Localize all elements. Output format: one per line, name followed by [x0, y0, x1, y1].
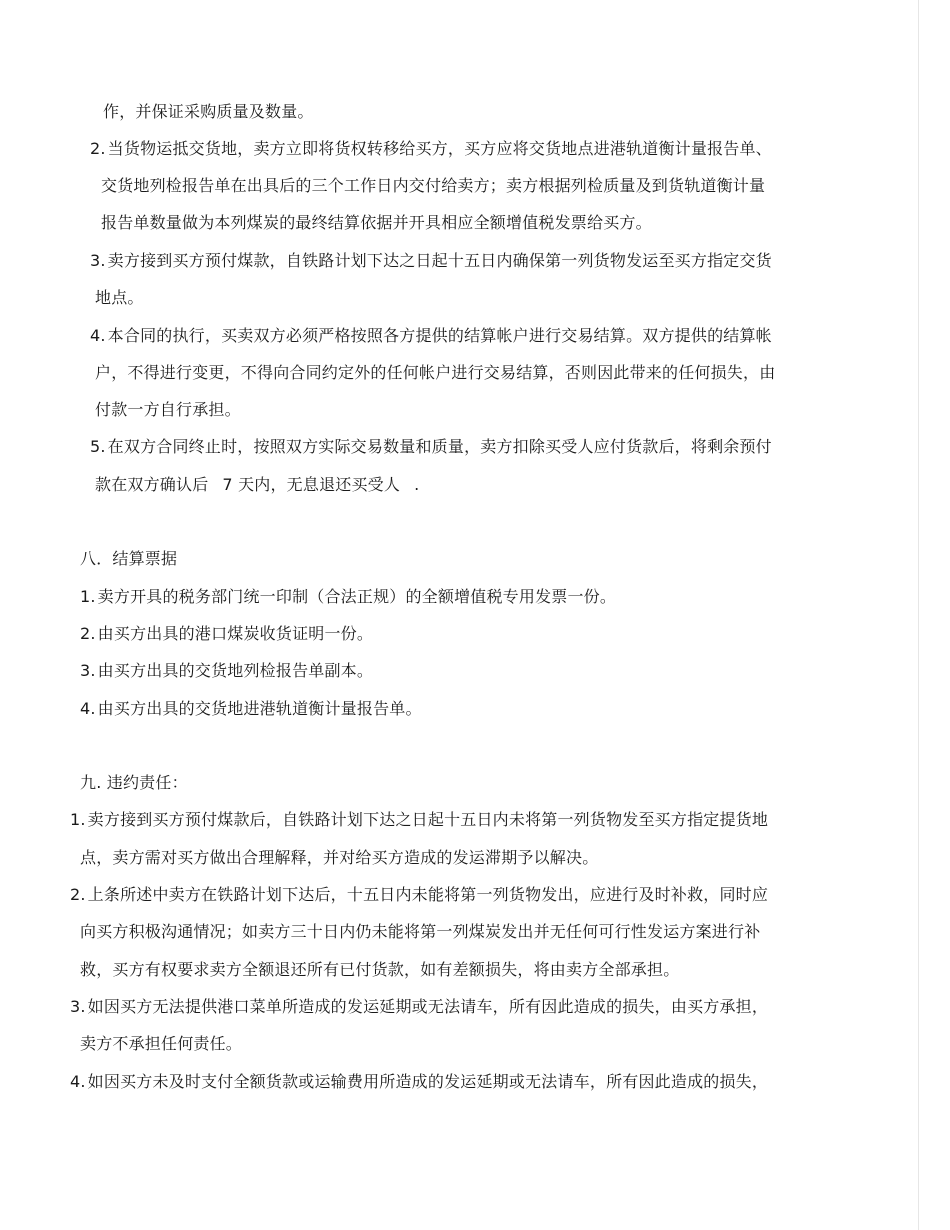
clause-item-7-5-line-2 [95, 475, 419, 495]
clause-item-9-1-line-2: 点，卖方需对买方做出合理解释，并对给买方造成的发运滞期予以解决。 [80, 848, 599, 867]
item-number: 2. [90, 139, 106, 158]
item-number: 3. [80, 661, 96, 680]
item-number: 4. [90, 326, 106, 345]
clause-item-7-5-line-1 [90, 437, 772, 457]
clause-text: 本合同的执行，买卖双方必须严格按照各方提供的结算帐户进行交易结算。双方提供的结算帐 [107, 326, 772, 345]
section-heading-9: 九. 违约责任： [80, 773, 188, 792]
clause-text: . [414, 475, 420, 494]
clause-text: 款在双方确认后 [95, 475, 209, 494]
clause-text: 由买方出具的港口煤炭收货证明一份。 [97, 624, 374, 643]
clause-item-9-2-line-3: 救，买方有权要求卖方全额退还所有已付货款，如有差额损失，将由卖方全部承担。 [80, 960, 680, 979]
clause-item-7-4-line-1 [90, 326, 772, 346]
item-number: 2. [80, 624, 96, 643]
clause-item-9-2-line-1 [70, 885, 768, 905]
clause-item-9-3-line-1 [70, 997, 768, 1017]
clause-item-7-2-line-3: 报告单数量做为本列煤炭的最终结算依据并开具相应全额增值税发票给买方。 [101, 213, 652, 232]
clause-item-7-2-line-2: 交货地列检报告单在出具后的三个工作日内交付给卖方；卖方根据列检质量及到货轨道衡计量 [101, 176, 766, 195]
clause-item-7-3-line-1 [90, 251, 772, 271]
clause-item-7-2-line-1 [90, 139, 772, 159]
section-heading-8: 八．结算票据 [80, 549, 178, 568]
list-item [80, 587, 616, 607]
clause-item-7-3-line-2: 地点。 [95, 288, 144, 307]
clause-text: 当货物运抵交货地，卖方立即将货权转移给买方，买方应将交货地点进港轨道衡计量报告单、 [107, 139, 772, 158]
clause-text: 卖方接到买方预付煤款，自铁路计划下达之日起十五日内确保第一列货物发运至买方指定交货 [107, 251, 772, 270]
clause-text: 7 天内，无息退还买受人 [222, 475, 401, 494]
list-item [80, 661, 373, 681]
item-number: 2. [70, 885, 86, 904]
clause-item-7-4-line-3: 付款一方自行承担。 [95, 400, 241, 419]
clause-text: 由买方出具的交货地列检报告单副本。 [97, 661, 374, 680]
item-number: 1. [80, 587, 96, 606]
clause-text: 由买方出具的交货地进港轨道衡计量报告单。 [97, 699, 422, 718]
list-item [80, 624, 373, 644]
clause-text: 如因买方未及时支付全额货款或运输费用所造成的发运延期或无法请车，所有因此造成的损失， [87, 1072, 769, 1091]
clause-item-9-1-line-1 [70, 810, 768, 830]
clause-item-9-4-line-1 [70, 1072, 768, 1092]
clause-text: 卖方开具的税务部门统一印制（合法正规）的全额增值税专用发票一份。 [97, 587, 617, 606]
item-number: 3. [70, 997, 86, 1016]
clause-item-9-3-line-2: 卖方不承担任何责任。 [80, 1034, 243, 1053]
item-number: 3. [90, 251, 106, 270]
item-number: 5. [90, 437, 106, 456]
clause-text: 卖方接到买方预付煤款后，自铁路计划下达之日起十五日内未将第一列货物发至买方指定提货地 [87, 810, 769, 829]
clause-text-line: 作，并保证采购质量及数量。 [103, 102, 314, 121]
clause-text: 在双方合同终止时，按照双方实际交易数量和质量，卖方扣除买受人应付货款后，将剩余预付 [107, 437, 772, 456]
clause-text: 上条所述中卖方在铁路计划下达后，十五日内未能将第一列货物发出，应进行及时补救，同时应 [87, 885, 769, 904]
item-number: 4. [70, 1072, 86, 1091]
item-number: 1. [70, 810, 86, 829]
list-item [80, 699, 422, 719]
clause-item-9-2-line-2: 向买方积极沟通情况；如卖方三十日内仍未能将第一列煤炭发出并无任何可行性发运方案进行补 [80, 922, 761, 941]
clause-item-7-4-line-2: 户，不得进行变更，不得向合同约定外的任何帐户进行交易结算，否则因此带来的任何损失，由 [95, 363, 776, 382]
item-number: 4. [80, 699, 96, 718]
clause-text: 如因买方无法提供港口菜单所造成的发运延期或无法请车，所有因此造成的损失，由买方承担， [87, 997, 769, 1016]
viewer-gutter [919, 0, 950, 1230]
